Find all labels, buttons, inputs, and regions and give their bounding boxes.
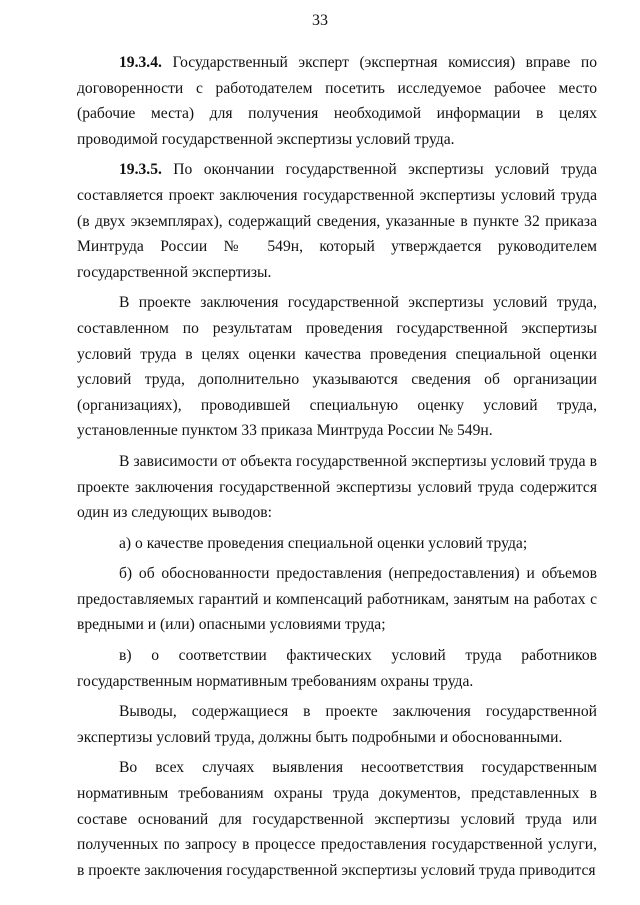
paragraph-text: б) об обоснованности предоставления (непредоставления) и объемов предоставляемых гарантий и компенсаций работникам, занятым на работах с вредными и (или) опасными условиями труда; [77,565,597,634]
document-body [77,50,597,883]
paragraph-conclusions-detail [77,699,597,750]
list-item-a [77,531,597,557]
paragraph-nonconformity [77,755,597,883]
paragraph-text: Во всех случаях выявления несоответствия государственным нормативным требованиям охраны труда документов, представленных в составе оснований для государственной экспертизы условий труда или полученных по запросу в процессе предоставления государственной услуги, в проекте заключения государственной экспертизы условий труда приводится [77,759,597,879]
paragraph-conclusions-intro [77,449,597,526]
paragraph-text: в) о соответствии фактических условий труда работников государственным нормативным требованиям охраны труда. [77,647,597,690]
clause-number: 19.3.4. [119,54,162,71]
paragraph-19-3-5 [77,157,597,285]
paragraph-text: Выводы, содержащиеся в проекте заключения государственной экспертизы условий труда, должны быть подробными и обоснованными. [77,703,597,746]
list-item-c [77,643,597,694]
paragraph-text: В проекте заключения государственной экспертизы условий труда, составленном по результатам проведения государственной экспертизы условий труда в целях оценки качества проведения специальной оценки условий труда, дополнительно указываются сведения об организации (организациях), проводившей специальную оценку условий труда, установленные пунктом 33 приказа Минтруда России № 549н. [77,294,597,440]
paragraph-text: В зависимости от объекта государственной экспертизы условий труда в проекте заключения государственной экспертизы условий труда содержится один из следующих выводов: [77,452,597,522]
page-number: 33 [312,12,328,29]
paragraph-text: Государственный эксперт (экспертная комиссия) вправе по договоренности с работодателем посетить исследуемое рабочее место (рабочие места) для получения необходимой информации в целях проводимой государственной экспертизы условий труда. [77,54,597,148]
paragraph-19-3-4 [77,50,597,152]
paragraph-draft-conclusion [77,290,597,444]
list-item-b [77,561,597,638]
paragraph-text: По окончании государственной экспертизы условий труда составляется проект заключения государственной экспертизы условий труда (в двух экземплярах), содержащий сведения, указанные в пункте 32 приказа Минтруда России № 549н, который утверждается руководителем государственной экспертизы. [77,161,597,281]
clause-number: 19.3.5. [119,161,162,179]
paragraph-text: а) о качестве проведения специальной оценки условий труда; [119,534,528,552]
